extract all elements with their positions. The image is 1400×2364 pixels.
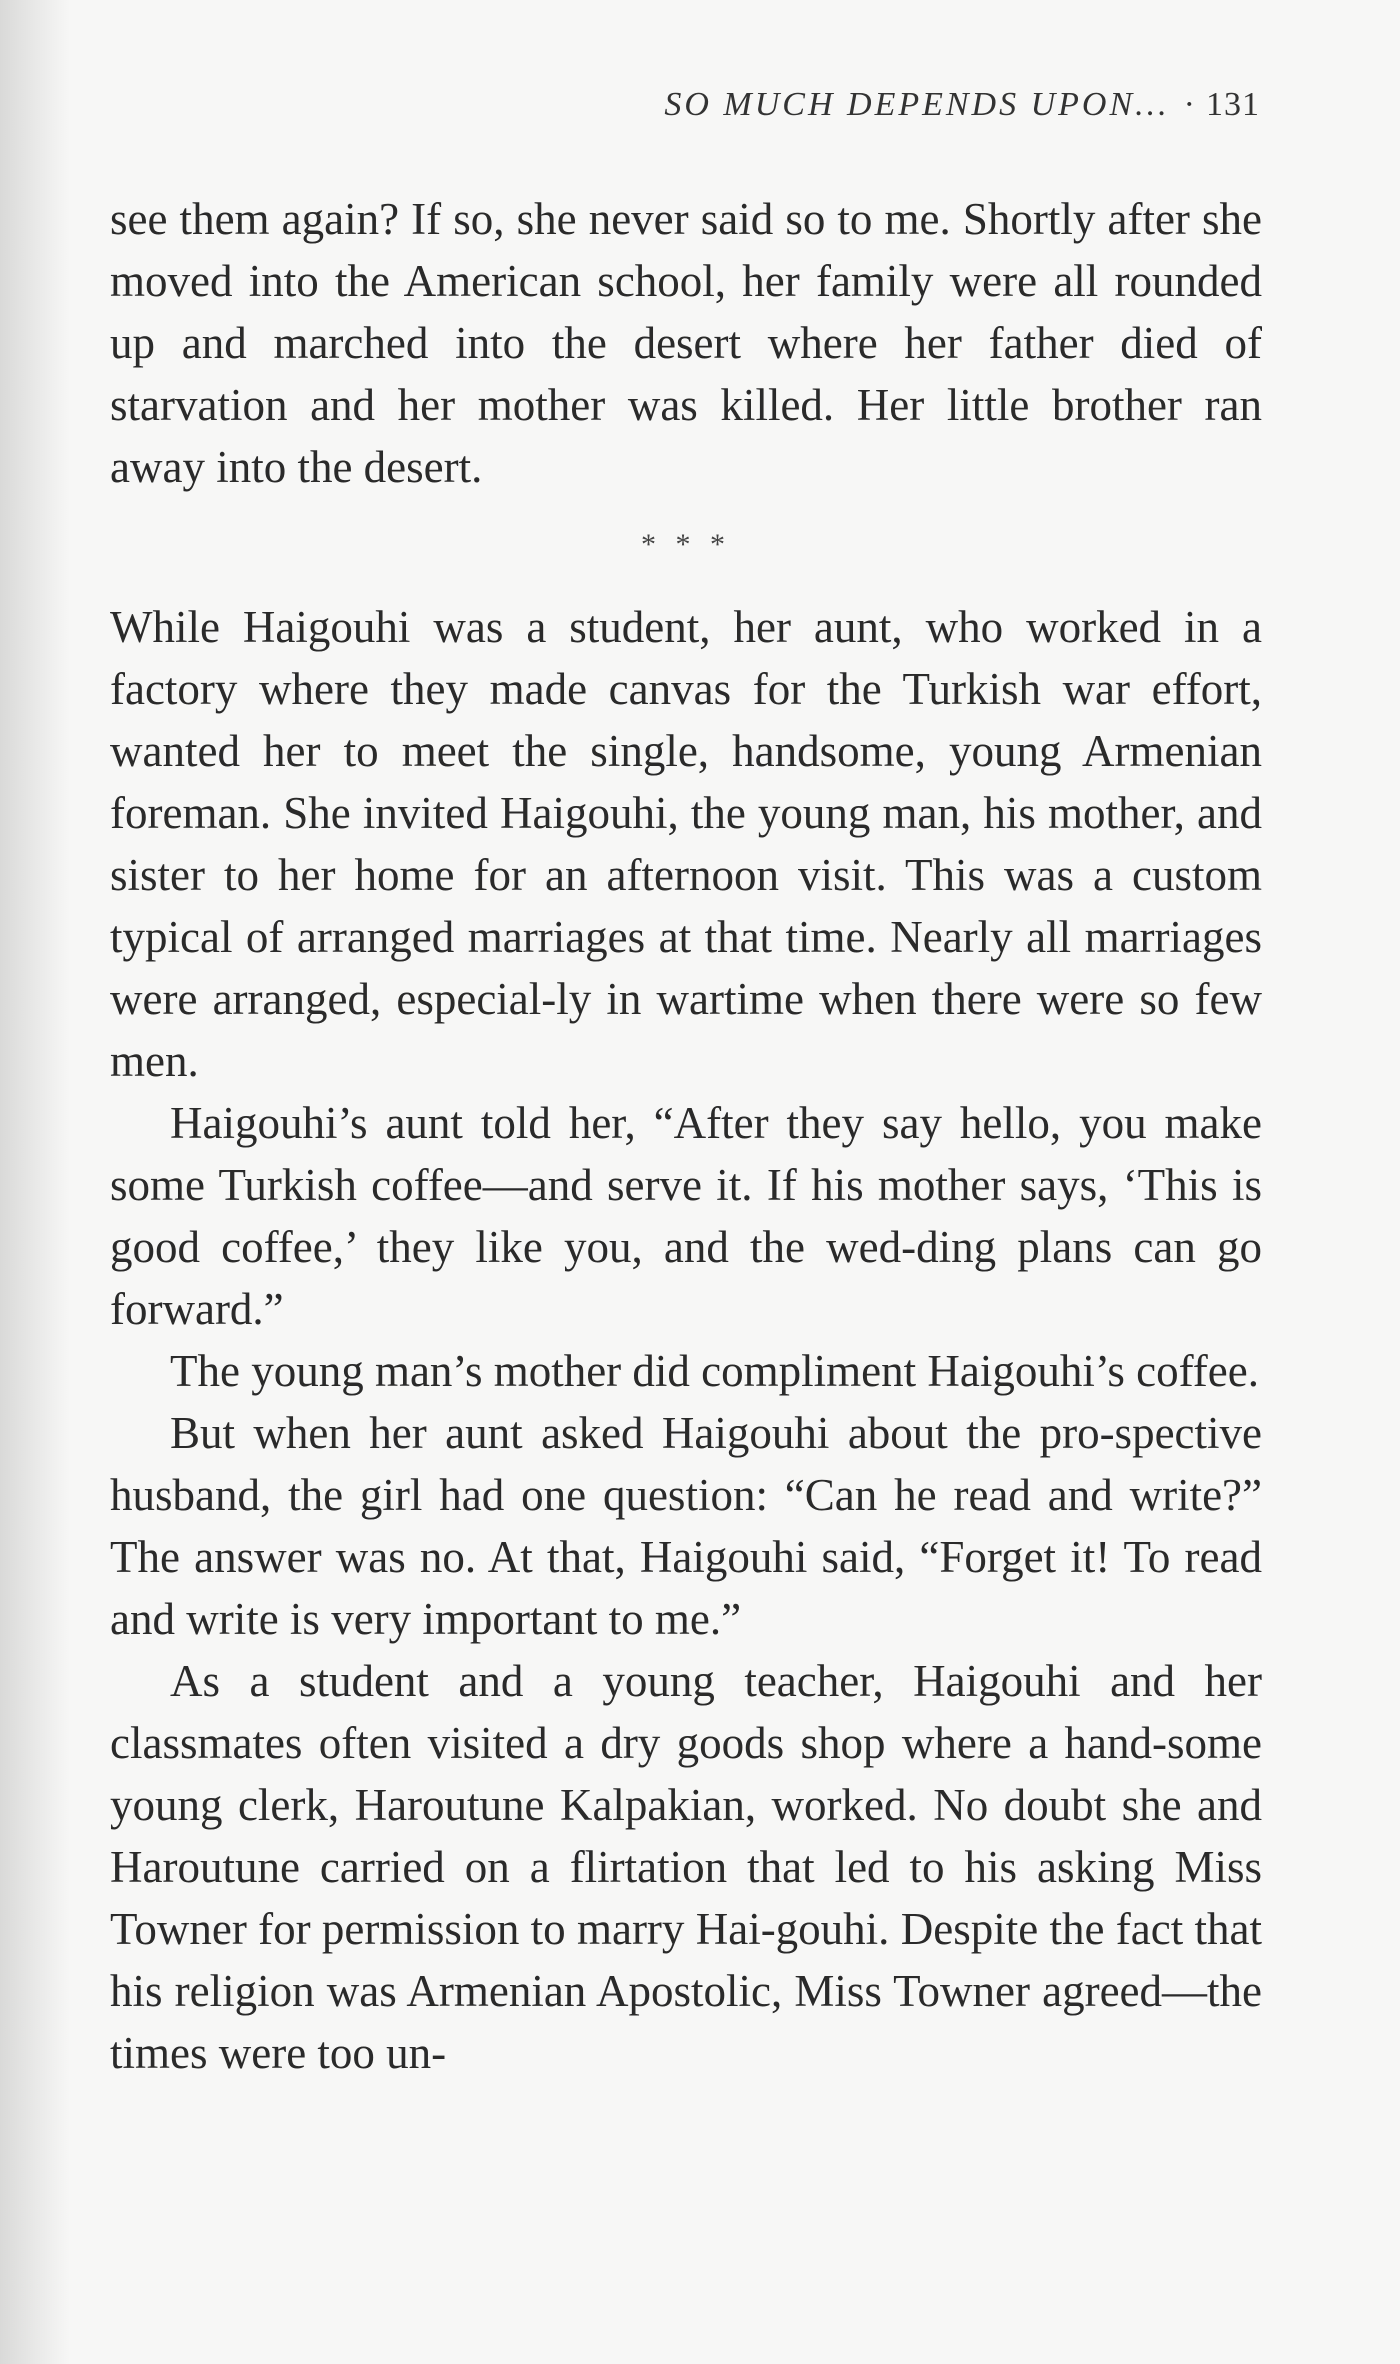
running-head-title: SO MUCH DEPENDS UPON...: [664, 86, 1170, 123]
section-break: * * *: [641, 528, 731, 561]
paragraph-2: While Haigouhi was a student, her aunt, who worked in a factory where they made canvas for the Turkish war effort, wanted her to meet the single, handsome, young Armenian foreman. She invited Haigouhi, the young man, his mother, and sister to her home for an afternoon visit. This was a custom typical of arranged marriages at that time. Nearly all marriages were arranged, especial-ly in wartime when there were so few men.: [110, 602, 1262, 1086]
paragraph-1: see them again? If so, she never said so to me. Shortly after she moved into the American school, her family were all rounded up and marched into the desert where her father died of starvation and her mother was killed. Her little brother ran away into the desert.: [110, 194, 1262, 492]
page-number: 131: [1206, 86, 1260, 123]
running-head-separator: ·: [1183, 86, 1196, 123]
running-head: [110, 86, 1260, 124]
paragraph-5: But when her aunt asked Haigouhi about the pro-spective husband, the girl had one question: “Can he read and write?” The answer was no. At that, Haigouhi said, “Forget it! To read and write is very important to me.”: [110, 1408, 1262, 1644]
paragraph-3: Haigouhi’s aunt told her, “After they say hello, you make some Turkish coffee—and serve it. If his mother says, ‘This is good coffee,’ they like you, and the wed-ding plans can go forward.”: [110, 1098, 1262, 1334]
paragraph-4: The young man’s mother did compliment Haigouhi’s coffee.: [170, 1346, 1259, 1396]
body-text: [110, 188, 1262, 2084]
paragraph-6: As a student and a young teacher, Haigouhi and her classmates often visited a dry goods shop where a hand-some young clerk, Haroutune Kalpakian, worked. No doubt she and Haroutune carried on a flirtation that led to his asking Miss Towner for permission to marry Hai-gouhi. Despite the fact that his religion was Armenian Apostolic, Miss Towner agreed—the times were too un-: [110, 1656, 1262, 2078]
